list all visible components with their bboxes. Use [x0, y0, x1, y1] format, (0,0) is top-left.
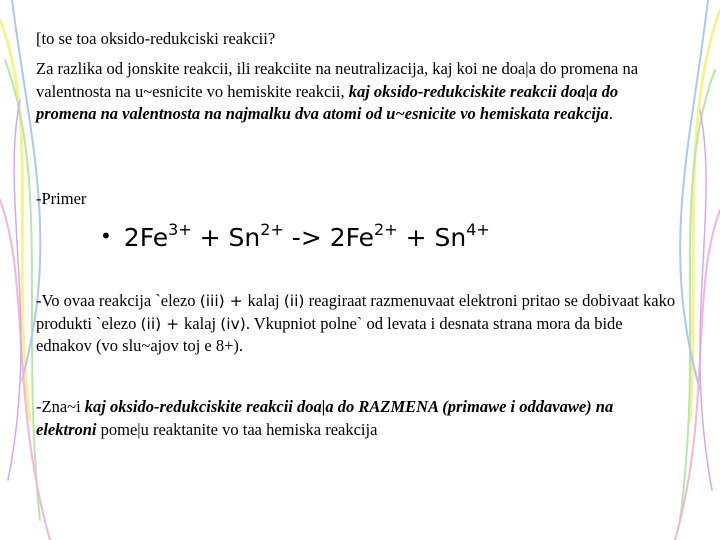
paragraph-explanation — [36, 290, 676, 358]
oxidation-state: (ii) — [283, 292, 305, 310]
paragraph-definition — [36, 58, 676, 126]
oxidation-state: (ii) + — [140, 314, 185, 333]
paragraph-conclusion — [36, 396, 676, 441]
definition-text: Za razlika od jonskite reakcii, ili reakciite na neutralizacija, kaj koi ne doa|a do promena na valentnosta na u~esnicite vo hemiskite reakcii, — [36, 59, 639, 101]
explanation-text: reagiraat razmenuvaat elektroni pritao se dobivaat kako produkti `elezo — [36, 291, 676, 333]
conclusion-text: -Zna~i — [36, 397, 85, 416]
eq-term: 2Fe — [123, 223, 169, 252]
eq-term: + Sn — [397, 223, 467, 252]
oxidation-state: (iv) — [220, 314, 246, 333]
eq-charge: 3+ — [168, 220, 192, 239]
definition-emphasis: kaj oksido-redukciskite reakcii doa|a do promena na valentnosta na najmalku dva atomi od u~esnicite vo hemiskata reakcija — [36, 81, 619, 123]
conclusion-text: pome|u reaktanite vo taa hemiska reakcija — [96, 419, 378, 439]
eq-charge: 4+ — [466, 220, 490, 239]
explanation-text: . Vkupniot polne` od levata i desnata strana mora da bide ednakov (vo slu~ajov toj e 8+). — [36, 313, 623, 355]
eq-charge: 2+ — [260, 220, 284, 239]
conclusion-emphasis: kaj oksido-redukciskite reakcii doa|a do RAZMENA (primawe i oddavawe) na elektroni — [36, 397, 614, 439]
eq-term: + Sn — [191, 223, 261, 252]
primer-label — [36, 188, 676, 211]
question-heading — [36, 28, 676, 51]
eq-charge: 2+ — [374, 220, 398, 239]
question-text: [to se toa oksido-redukciski reakcii? — [36, 29, 276, 48]
primer-text: -Primer — [36, 189, 87, 208]
definition-end: . — [608, 104, 613, 123]
oxidation-state: (iii) + — [199, 292, 248, 310]
explanation-text: kalaj — [247, 291, 284, 310]
reaction-equation — [100, 218, 490, 256]
explanation-text: kalaj — [184, 313, 221, 333]
eq-term: -> 2Fe — [283, 223, 375, 252]
bullet-icon: • — [100, 224, 112, 248]
explanation-text: -Vo ovaa reakcija `elezo — [36, 291, 200, 310]
